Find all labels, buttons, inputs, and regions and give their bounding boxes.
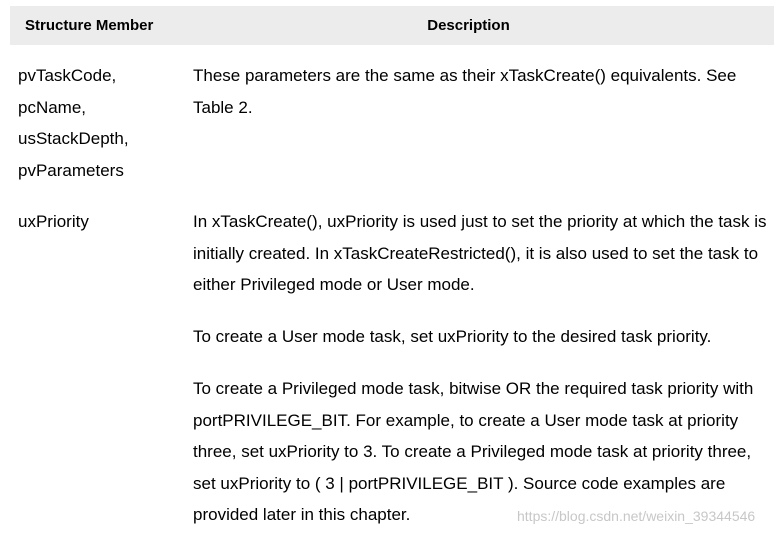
header-description: Description [427,17,510,34]
structure-member-table [10,6,774,531]
description-paragraph: In xTaskCreate(), uxPriority is used just to set the priority at which the task is initially created. In xTaskCreateRestricted(), it is also used to set the task to either Privileged mode or User mode. [193,212,767,294]
table-header-row [10,6,774,45]
member-name: usStackDepth, [18,129,129,148]
description-cell [193,206,774,531]
member-name: uxPriority [18,212,89,231]
header-structure-member: Structure Member [25,17,154,34]
description-cell [193,60,774,186]
member-name: pvParameters [18,160,124,180]
description-paragraph: To create a Privileged mode task, bitwise OR the required task priority with portPRIVILEGE_BIT. For example, to create a User mode task at priority three, set uxPriority to 3. To create a Privileged mode task at priority three, set uxPriority to ( 3 | portPRIVILEGE_BIT ). Source code examples are provided later in this chapter. [193,379,754,524]
description-paragraph: These parameters are the same as their xTaskCreate() equivalents. See Table 2. [193,66,737,117]
watermark-text: https://blog.csdn.net/weixin_39344546 [517,508,756,524]
table-row [10,206,774,531]
member-cell [10,60,193,186]
member-cell [10,206,193,531]
member-name: pcName, [18,97,87,117]
table-row [10,60,774,186]
member-name: pvTaskCode, [18,66,117,85]
description-paragraph: To create a User mode task, set uxPriority to the desired task priority. [193,327,712,346]
